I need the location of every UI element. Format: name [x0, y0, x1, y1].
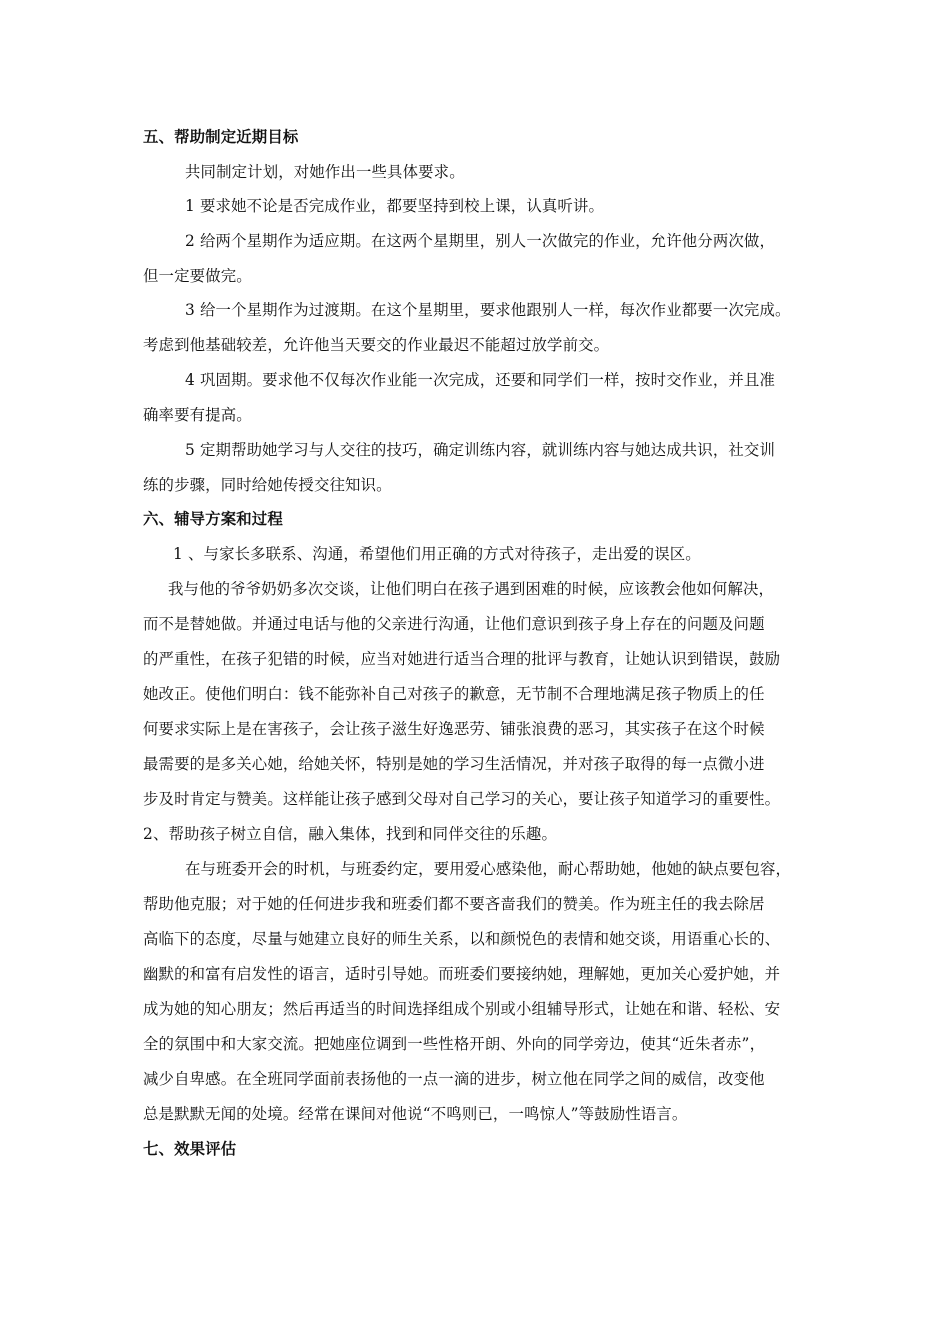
paragraph-line: 步及时肯定与赞美。这样能让孩子感到父母对自己学习的关心，要让孩子知道学习的重要性。: [143, 790, 781, 808]
paragraph-line: 我与他的爷爷奶奶多次交谈，让他们明白在孩子遇到困难的时候，应该教会他如何解决，: [168, 580, 775, 598]
paragraph-line: 何要求实际上是在害孩子，会让孩子滋生好逸恶劳、铺张浪费的恶习，其实孩子在这个时候: [143, 720, 765, 738]
paragraph-line: 全的氛围中和大家交流。把她座位调到一些性格开朗、外向的同学旁边，使其“近朱者赤”，: [143, 1035, 766, 1053]
section-heading-evaluation: 七、效果评估: [143, 1140, 237, 1158]
paragraph-line: 共同制定计划，对她作出一些具体要求。: [185, 163, 465, 181]
paragraph-line: 在与班委开会的时机，与班委约定，要用爱心感染他，耐心帮助她，他她的缺点要包容，: [185, 860, 792, 878]
paragraph-line: 减少自卑感。在全班同学面前表扬他的一点一滴的进步，树立他在同学之间的威信，改变他: [143, 1070, 765, 1088]
paragraph-line: 1 、与家长多联系、沟通，希望他们用正确的方式对待孩子，走出爱的误区。: [173, 545, 701, 563]
paragraph-line: 最需要的是多关心她，给她关怀，特别是她的学习生活情况，并对孩子取得的每一点微小进: [143, 755, 765, 773]
paragraph-line: 总是默默无闻的处境。经常在课间对他说“不鸣则已，一鸣惊人”等鼓励性语言。: [143, 1105, 688, 1123]
paragraph-line: 帮助他克服；对于她的任何进步我和班委们都不要吝啬我们的赞美。作为班主任的我去除居: [143, 895, 765, 913]
paragraph-line: 但一定要做完。: [143, 267, 252, 285]
paragraph-line: 2、帮助孩子树立自信，融入集体，找到和同伴交往的乐趣。: [143, 825, 557, 843]
paragraph-line: 确率要有提高。: [143, 406, 252, 424]
paragraph-line: 2 给两个星期作为适应期。在这两个星期里，别人一次做完的作业，允许他分两次做，: [185, 232, 775, 250]
paragraph-line: 练的步骤，同时给她传授交往知识。: [143, 476, 392, 494]
paragraph-line: 高临下的态度，尽量与她建立良好的师生关系，以和颜悦色的表情和她交谈，用语重心长的、: [143, 930, 781, 948]
section-heading-plan: 六、辅导方案和过程: [143, 510, 283, 528]
paragraph-line: 幽默的和富有启发性的语言，适时引导她。而班委们要接纳她，理解她，更加关心爱护她，并: [143, 965, 781, 983]
paragraph-line: 她改正。使他们明白：钱不能弥补自己对孩子的歉意，无节制不合理地满足孩子物质上的任: [143, 685, 765, 703]
paragraph-line: 成为她的知心朋友；然后再适当的时间选择组成个别或小组辅导形式，让她在和谐、轻松、安: [143, 1000, 781, 1018]
paragraph-line: 4 巩固期。要求他不仅每次作业能一次完成，还要和同学们一样，按时交作业，并且准: [185, 371, 775, 389]
paragraph-line: 而不是替她做。并通过电话与他的父亲进行沟通，让他们意识到孩子身上存在的问题及问题: [143, 615, 765, 633]
paragraph-line: 的严重性，在孩子犯错的时候，应当对她进行适当合理的批评与教育，让她认识到错误，鼓励: [143, 650, 781, 668]
section-heading-goals: 五、帮助制定近期目标: [143, 128, 299, 146]
paragraph-line: 1 要求她不论是否完成作业，都要坚持到校上课，认真听讲。: [185, 197, 605, 215]
paragraph-line: 5 定期帮助她学习与人交往的技巧，确定训练内容，就训练内容与她达成共识，社交训: [185, 441, 775, 459]
paragraph-line: 考虑到他基础较差，允许他当天要交的作业最迟不能超过放学前交。: [143, 336, 610, 354]
paragraph-line: 3 给一个星期作为过渡期。在这个星期里，要求他跟别人一样，每次作业都要一次完成。: [185, 301, 791, 319]
